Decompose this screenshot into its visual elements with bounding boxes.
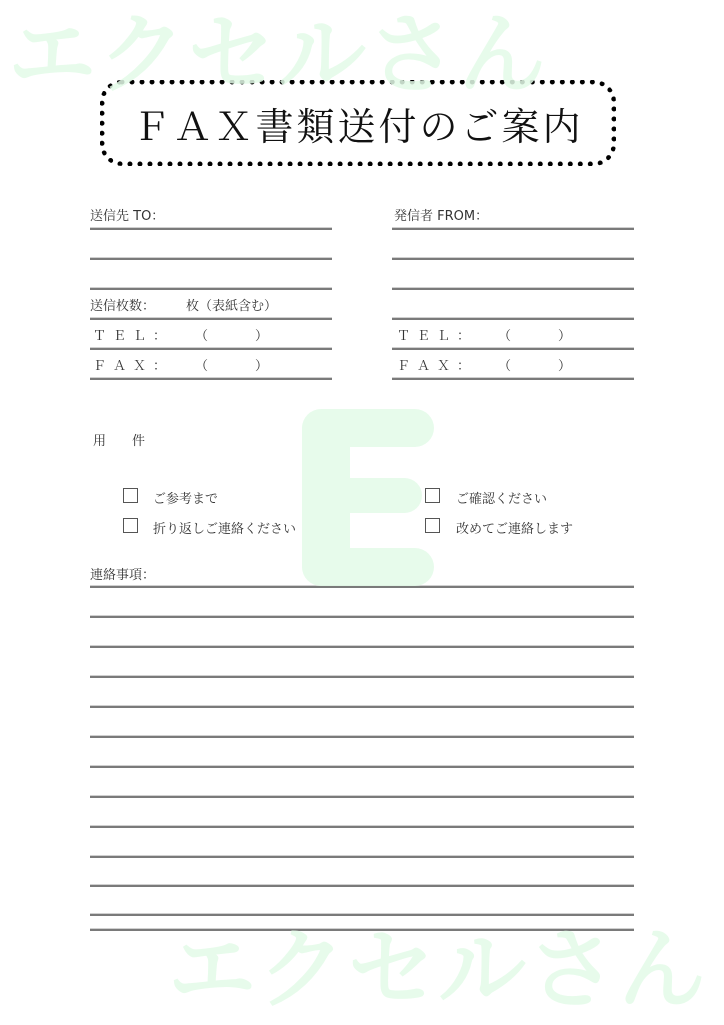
memo-label: 連絡事項： bbox=[90, 568, 156, 583]
checkbox-please-reply[interactable] bbox=[123, 518, 138, 533]
memo-line[interactable] bbox=[90, 645, 634, 648]
watermark-bottom: エクセルさん bbox=[168, 918, 709, 1021]
memo-line[interactable] bbox=[90, 913, 634, 916]
option-will-contact: 改めてご連絡します bbox=[456, 522, 574, 537]
page-title: ＦＡＸ書類送付のご案内 bbox=[132, 104, 584, 149]
to-line-2[interactable] bbox=[90, 257, 332, 260]
memo-line[interactable] bbox=[90, 795, 634, 798]
to-tel-label: ＴＥＬ： bbox=[93, 329, 174, 344]
title-box bbox=[100, 80, 616, 166]
pages-suffix: 枚（表紙含む） bbox=[186, 299, 278, 314]
memo-line[interactable] bbox=[90, 928, 634, 931]
memo-line[interactable] bbox=[90, 615, 634, 618]
option-please-confirm: ご確認ください bbox=[456, 492, 548, 507]
pages-line[interactable] bbox=[90, 317, 332, 320]
from-tel-label: ＴＥＬ： bbox=[397, 329, 478, 344]
pages-label: 送信枚数： bbox=[90, 299, 156, 314]
to-tel-line[interactable] bbox=[90, 347, 332, 350]
memo-line[interactable] bbox=[90, 705, 634, 708]
from-fax-parens: （ ） bbox=[498, 359, 579, 374]
to-tel-parens: （ ） bbox=[195, 329, 276, 344]
watermark-e-logo bbox=[302, 409, 434, 586]
watermark-top: エクセルさん bbox=[8, 3, 549, 106]
memo-line[interactable] bbox=[90, 675, 634, 678]
from-fax-line[interactable] bbox=[392, 377, 634, 380]
from-line-1[interactable] bbox=[392, 227, 634, 230]
from-line-2[interactable] bbox=[392, 257, 634, 260]
checkbox-please-confirm[interactable] bbox=[425, 488, 440, 503]
from-line-4[interactable] bbox=[392, 317, 634, 320]
checkbox-will-contact[interactable] bbox=[425, 518, 440, 533]
memo-line[interactable] bbox=[90, 735, 634, 738]
to-label: 送信先 TO： bbox=[90, 209, 165, 224]
from-tel-line[interactable] bbox=[392, 347, 634, 350]
option-please-reply: 折り返しご連絡ください bbox=[153, 522, 297, 537]
to-line-1[interactable] bbox=[90, 227, 332, 230]
from-label: 発信者 FROM： bbox=[394, 209, 489, 224]
to-line-3[interactable] bbox=[90, 287, 332, 290]
to-fax-parens: （ ） bbox=[195, 359, 276, 374]
subject-label: 用 件 bbox=[93, 434, 146, 449]
from-fax-label: ＦＡＸ： bbox=[397, 359, 478, 374]
memo-line[interactable] bbox=[90, 825, 634, 828]
memo-line[interactable] bbox=[90, 855, 634, 858]
from-tel-parens: （ ） bbox=[498, 329, 579, 344]
to-fax-line[interactable] bbox=[90, 377, 332, 380]
option-for-reference: ご参考まで bbox=[153, 492, 219, 507]
memo-line[interactable] bbox=[90, 585, 634, 588]
checkbox-for-reference[interactable] bbox=[123, 488, 138, 503]
from-line-3[interactable] bbox=[392, 287, 634, 290]
memo-line[interactable] bbox=[90, 765, 634, 768]
to-fax-label: ＦＡＸ： bbox=[93, 359, 174, 374]
memo-line[interactable] bbox=[90, 884, 634, 887]
